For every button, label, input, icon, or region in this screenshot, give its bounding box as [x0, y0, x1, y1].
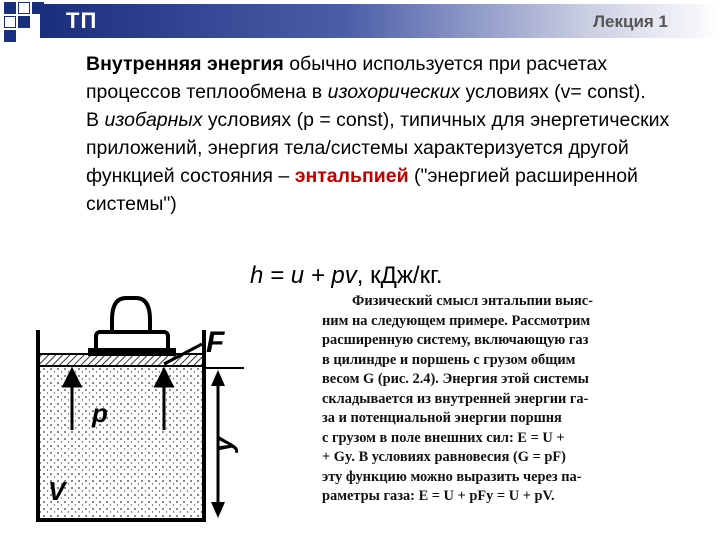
scan-line: ним на следующем примере. Рассмотрим	[322, 312, 591, 329]
scan-line: за и потенциальной энергии поршня	[322, 410, 562, 426]
slide-body	[6, 50, 706, 218]
term-enthalpy: энтальпией	[294, 165, 409, 187]
scan-line: расширенную систему, включающую газ	[322, 332, 589, 348]
dimension-arrow-bottom	[211, 502, 225, 518]
dimension-arrow-top	[211, 370, 225, 386]
paragraph1-text-2: условиях (v= const).	[460, 81, 646, 103]
decor-square	[32, 2, 44, 14]
scan-line: Физический смысл энтальпии выяс-	[352, 293, 593, 309]
scan-line: весом G (рис. 2.4). Энергия этой системы	[322, 371, 589, 387]
scan-line: раметры газа: E = U + pFy = U + pV.	[322, 488, 555, 504]
label-F: F	[206, 326, 225, 359]
label-y: y	[207, 436, 238, 452]
scan-line: складывается из внутренней энергии га-	[322, 390, 589, 407]
decor-square	[4, 16, 16, 28]
decor-square	[18, 2, 30, 14]
paragraph2-text-1: условиях (p = const), типичных для энергетических приложений, энергия тела/системы характеризуется другой функцией состояния –	[86, 109, 670, 187]
formula-unit: , кДж/кг.	[356, 262, 443, 289]
scan-line: в цилиндре и поршень с грузом общим	[322, 351, 576, 368]
scan-line: эту функцию можно выразить через па-	[322, 468, 582, 485]
decor-square	[18, 16, 30, 28]
decor-square	[4, 2, 16, 14]
term-isobaric: изобарных	[104, 109, 203, 131]
term-isochoric: изохорических	[327, 81, 461, 103]
paragraph1-text-1: обычно используется при расчетах процессов теплообмена в	[86, 53, 608, 103]
scanned-textbook-excerpt	[322, 292, 674, 507]
decor-square	[4, 30, 16, 42]
scan-line: с грузом в поле внешних сил: E = U +	[322, 429, 565, 446]
label-V: V	[48, 476, 66, 506]
enthalpy-formula	[250, 262, 443, 290]
scan-line: + Gy. В условиях равновесия (G = pF)	[322, 449, 566, 465]
paragraph-internal-energy	[6, 50, 706, 106]
slide-header	[0, 0, 720, 42]
paragraph-enthalpy	[6, 106, 706, 218]
course-title: ТП	[66, 8, 98, 33]
paragraph2-text-0: В	[86, 109, 105, 131]
label-p: p	[92, 398, 108, 428]
lecture-number: Лекция 1	[593, 12, 668, 31]
piston-cylinder-figure	[14, 290, 314, 535]
formula-main: h = u + pv	[250, 262, 357, 289]
paragraph2-text-2: ("энергией расширенной системы")	[86, 165, 638, 215]
term-internal-energy: Внутренняя энергия	[86, 53, 284, 75]
